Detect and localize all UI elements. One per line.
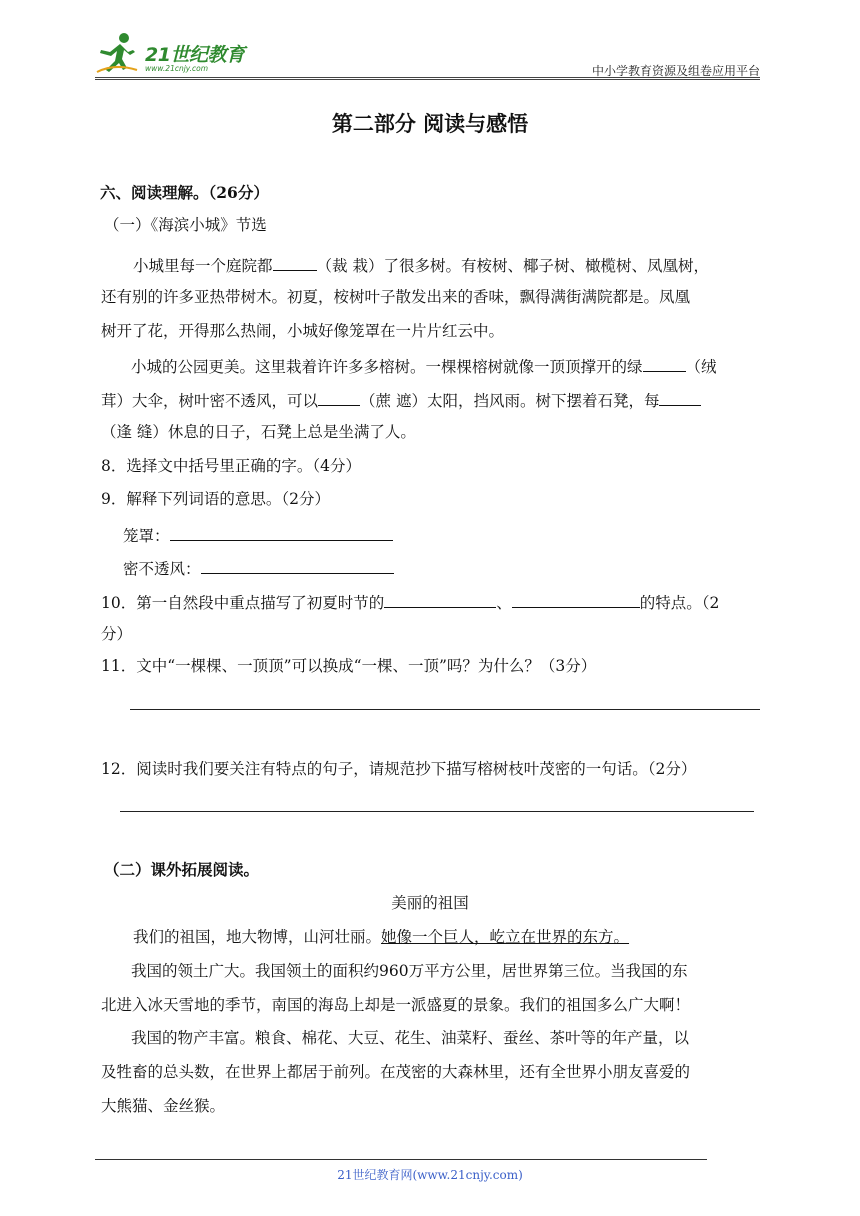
passage-title: 美丽的祖国 <box>391 894 469 912</box>
question-10-cont: 分） <box>101 625 133 643</box>
answer-blank[interactable] <box>512 593 640 608</box>
q9-word-line <box>123 559 394 578</box>
answer-blank[interactable] <box>318 391 360 406</box>
footer-divider <box>95 1159 707 1160</box>
underlined-sentence: 她像一个巨人，屹立在世界的东方。 <box>381 928 630 946</box>
answer-blank[interactable] <box>659 391 701 406</box>
answer-line[interactable] <box>130 709 760 710</box>
passage-text: 小城里每一个庭院都 <box>133 257 273 275</box>
q9-word-line <box>123 526 393 545</box>
passage-text: 我们的祖国，地大物博，山河壮丽。 <box>133 928 382 946</box>
header-divider-2 <box>95 79 760 80</box>
passage-text: 小城的公园更美。这里栽着许许多多榕树。一棵棵榕树就像一顶顶撑开的绿 <box>131 358 643 376</box>
passage-line: 我国的物产丰富。粮食、棉花、大豆、花生、油菜籽、蚕丝、茶叶等的年产量，以 <box>131 1029 690 1047</box>
question-10 <box>101 593 719 612</box>
passage-line: 北进入冰天雪地的季节，南国的海岛上却是一派盛夏的景象。我们的祖国多么广大啊！ <box>101 996 691 1014</box>
passage-text: （蔗 遮）太阳，挡风雨。树下摆着石凳，每 <box>360 392 660 410</box>
answer-blank[interactable] <box>170 526 393 541</box>
passage-text: （绒 <box>685 358 717 376</box>
passage-line: 树开了花，开得那么热闹，小城好像笼罩在一片片红云中。 <box>101 322 505 340</box>
logo-url: www.21cnjy.com <box>145 64 209 73</box>
passage-line <box>133 930 629 946</box>
passage-line: 还有别的许多亚热带树木。初夏，桉树叶子散发出来的香味，飘得满街满院都是。凤凰 <box>101 288 691 306</box>
section-heading: 六、阅读理解。（26分） <box>100 183 269 202</box>
answer-blank[interactable] <box>273 256 317 271</box>
passage-line: 及牲畜的总头数，在世界上都居于前列。在茂密的大森林里，还有全世界小朋友喜爱的 <box>101 1063 691 1081</box>
page-title: 第二部分 阅读与感悟 <box>331 111 529 136</box>
passage-line <box>133 256 709 275</box>
passage-line: 我国的领土广大。我国领土的面积约960万平方公里，居世界第三位。当我国的东 <box>131 962 688 980</box>
passage-line <box>131 357 717 376</box>
logo <box>95 30 265 76</box>
question-12: 12．阅读时我们要关注有特点的句子，请规范抄下描写榕树枝叶茂密的一句话。（2分） <box>101 760 697 778</box>
passage-line <box>101 391 701 410</box>
question-11: 11．文中“一棵棵、一顶顶”可以换成“一棵、一顶”吗？为什么？（3分） <box>101 657 597 675</box>
answer-blank[interactable] <box>384 593 496 608</box>
question-9: 9．解释下列词语的意思。（2分） <box>101 490 330 508</box>
q9-word-label: 笼罩： <box>123 527 170 545</box>
section-heading: （二）课外拓展阅读。 <box>104 860 260 879</box>
passage-title: （一）《海滨小城》节选 <box>104 216 267 234</box>
page-header <box>95 30 760 80</box>
passage-line: 大熊猫、金丝猴。 <box>101 1097 226 1115</box>
q9-word-label: 密不透风： <box>123 560 201 578</box>
logo-text: 21世纪教育 <box>145 44 245 66</box>
question-text: 10．第一自然段中重点描写了初夏时节的 <box>101 594 385 612</box>
separator: 、 <box>496 594 512 612</box>
question-text: 的特点。（2 <box>639 594 720 612</box>
answer-line[interactable] <box>120 811 754 812</box>
passage-text: 茸）大伞，树叶密不透风，可以 <box>101 392 319 410</box>
header-platform-text: 中小学教育资源及组卷应用平台 <box>591 64 760 78</box>
answer-blank[interactable] <box>201 559 394 574</box>
header-divider <box>95 77 760 78</box>
footer-link[interactable]: 21世纪教育网(www.21cnjy.com) <box>337 1168 523 1182</box>
passage-line: （逢 缝）休息的日子，石凳上总是坐满了人。 <box>101 423 416 441</box>
answer-blank[interactable] <box>643 357 686 372</box>
passage-text: （裁 栽）了很多树。有桉树、椰子树、橄榄树、凤凰树， <box>316 257 709 275</box>
question-8: 8．选择文中括号里正确的字。（4分） <box>101 457 361 475</box>
runner-logo-icon <box>95 30 141 76</box>
